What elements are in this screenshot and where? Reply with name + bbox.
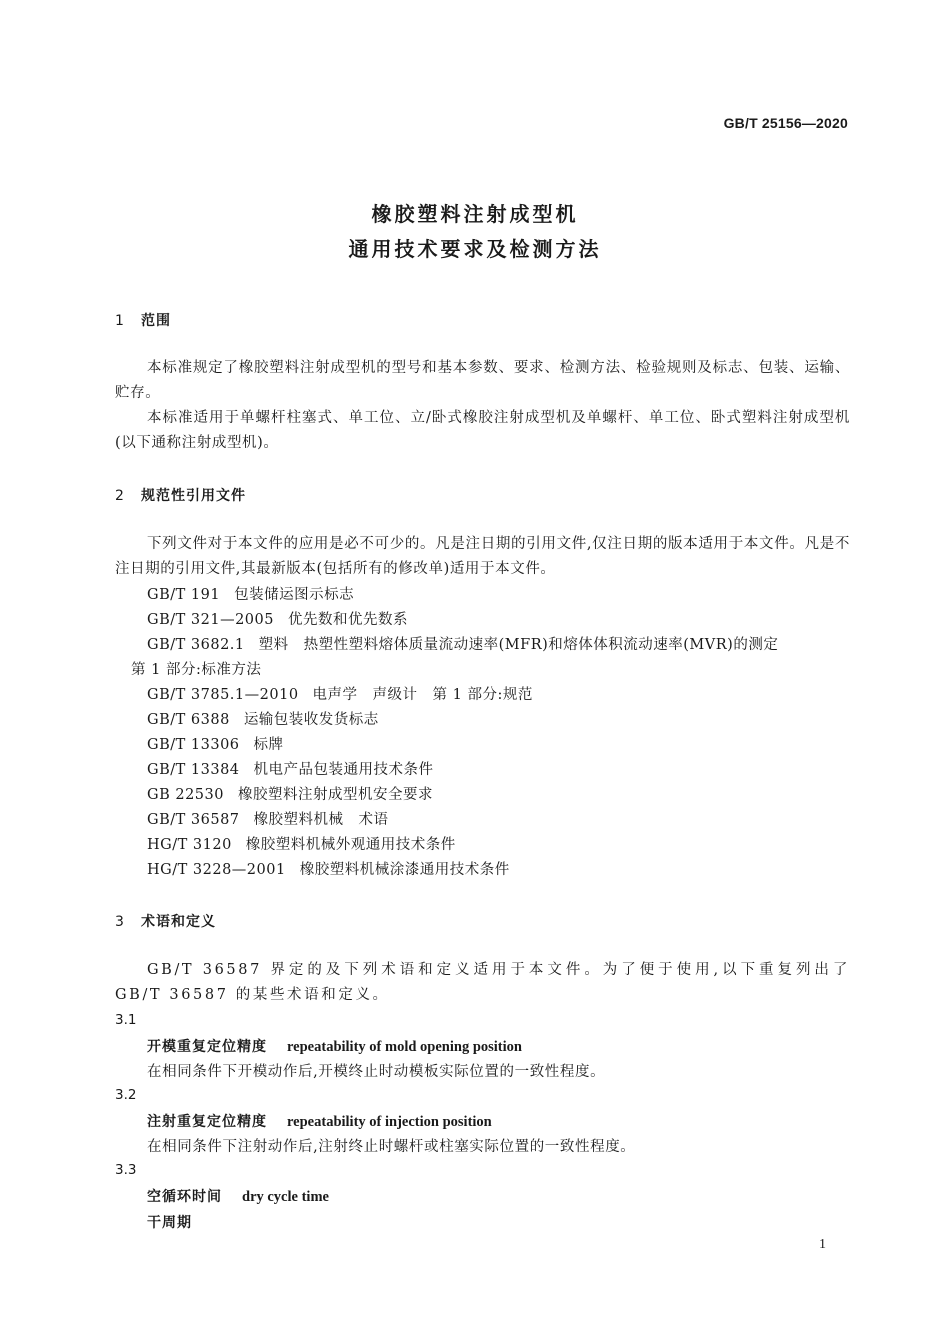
reference-title: 橡胶塑料注射成型机安全要求 (237, 787, 433, 803)
section-number: 1 (115, 313, 125, 329)
reference-title: 标牌 (253, 737, 284, 753)
term-definition: 在相同条件下注射动作后,注射终止时螺杆或柱塞实际位置的一致性程度。 (147, 1139, 636, 1155)
reference-title: 塑料 热塑性塑料熔体质量流动速率(MFR)和熔体体积流动速率(MVR)的测定 (258, 637, 779, 653)
section-number: 3 (115, 914, 125, 930)
reference-code: GB/T 13306 (147, 737, 240, 753)
term-english: repeatability of mold opening position (287, 1039, 522, 1055)
reference-code: GB/T 13384 (147, 762, 240, 778)
reference-item (147, 833, 456, 854)
term-chinese: 注射重复定位精度 (147, 1114, 267, 1130)
section-3-heading (115, 911, 216, 931)
clause-number: 3.2 (115, 1087, 137, 1103)
clause-number: 3.1 (115, 1012, 137, 1028)
reference-code: HG/T 3120 (147, 837, 232, 853)
reference-item (147, 808, 389, 829)
document-title-line2: 通用技术要求及检测方法 (348, 237, 602, 261)
reference-item (147, 633, 778, 654)
section-2-intro: 下列文件对于本文件的应用是必不可少的。凡是注日期的引用文件,仅注日期的版本适用于本文件。凡是不注日期的引用文件,其最新版本(包括所有的修改单)适用于本文件。 (115, 536, 850, 577)
reference-item (147, 758, 434, 779)
section-1-paragraph-1: 本标准规定了橡胶塑料注射成型机的型号和基本参数、要求、检测方法、检验规则及标志、包装、运输、贮存。 (115, 360, 850, 401)
section-2-heading (115, 485, 246, 505)
section-1-heading (115, 310, 171, 330)
section-title: 术语和定义 (141, 914, 216, 930)
standard-number: GB/T 25156—2020 (723, 115, 848, 131)
reference-title: 包装储运图示标志 (234, 587, 355, 603)
term-chinese: 开模重复定位精度 (147, 1039, 267, 1055)
reference-continuation: 第 1 部分:标准方法 (131, 662, 262, 678)
term-entry (147, 1036, 522, 1056)
term-english: dry cycle time (242, 1189, 329, 1205)
reference-title: 运输包装收发货标志 (243, 712, 379, 728)
clause-number: 3.3 (115, 1162, 137, 1178)
reference-item (147, 783, 433, 804)
section-number: 2 (115, 488, 125, 504)
section-title: 规范性引用文件 (141, 488, 246, 504)
reference-code: GB/T 36587 (147, 812, 240, 828)
term-chinese: 空循环时间 (147, 1189, 222, 1205)
reference-item (147, 683, 533, 704)
reference-title: 机电产品包装通用技术条件 (253, 762, 434, 778)
reference-code: GB/T 321—2005 (147, 612, 274, 628)
reference-title: 橡胶塑料机械涂漆通用技术条件 (299, 862, 510, 878)
reference-title: 橡胶塑料机械外观通用技术条件 (245, 837, 456, 853)
term-entry (147, 1186, 329, 1206)
reference-title: 优先数和优先数系 (287, 612, 408, 628)
reference-item (147, 708, 379, 729)
reference-title: 电声学 声级计 第 1 部分:规范 (312, 687, 533, 703)
term-entry (147, 1111, 492, 1131)
reference-item (147, 858, 510, 879)
term-definition: 在相同条件下开模动作后,开模终止时动模板实际位置的一致性程度。 (147, 1064, 606, 1080)
reference-code: GB/T 3682.1 (147, 637, 245, 653)
reference-code: GB/T 3785.1—2010 (147, 687, 299, 703)
page-number: 1 (819, 1237, 826, 1252)
term-english: repeatability of injection position (287, 1114, 492, 1130)
reference-title: 橡胶塑料机械 术语 (253, 812, 389, 828)
reference-code: HG/T 3228—2001 (147, 862, 286, 878)
reference-code: GB/T 191 (147, 587, 221, 603)
term-synonym: 干周期 (147, 1215, 192, 1231)
section-title: 范围 (141, 313, 171, 329)
document-title-line1: 橡胶塑料注射成型机 (371, 202, 579, 226)
reference-code: GB/T 6388 (147, 712, 230, 728)
reference-item (147, 583, 354, 604)
reference-item (147, 608, 408, 629)
reference-item (147, 733, 284, 754)
section-1-paragraph-2: 本标准适用于单螺杆柱塞式、单工位、立/卧式橡胶注射成型机及单螺杆、单工位、卧式塑料注射成型机(以下通称注射成型机)。 (115, 410, 850, 451)
section-3-intro: GB/T 36587 界定的及下列术语和定义适用于本文件。为了便于使用,以下重复列出了 GB/T 36587 的某些术语和定义。 (115, 962, 850, 1003)
reference-code: GB 22530 (147, 787, 224, 803)
